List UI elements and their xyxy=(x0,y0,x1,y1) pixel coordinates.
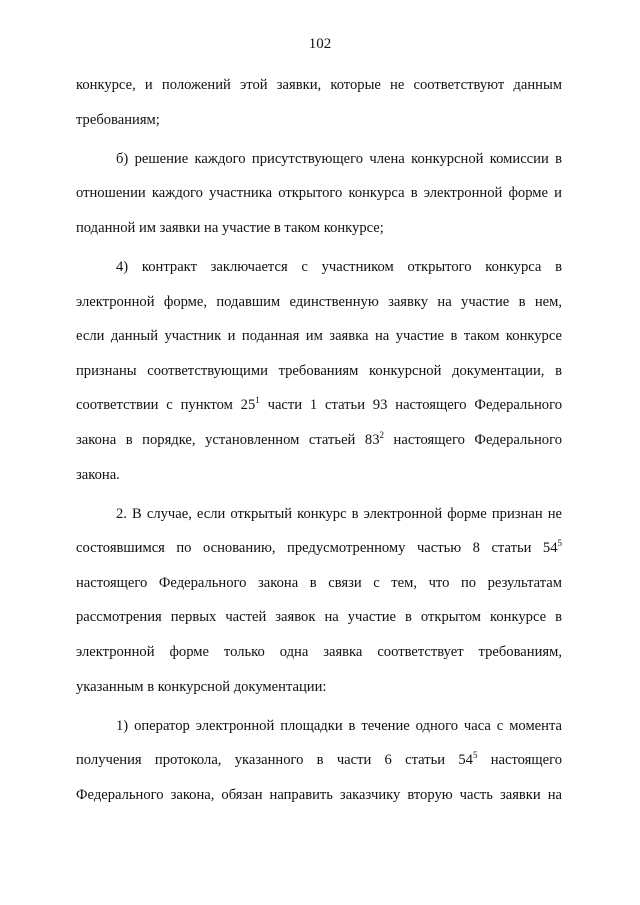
paragraph-item-1 xyxy=(76,709,562,813)
text-line: рассмотрения первых частей заявок на участие в открытом конкурсе в xyxy=(76,609,562,626)
text-line: закона в порядке, установленном статьей $83^2$ настоящего Федерального xyxy=(76,429,562,448)
text-line: 1) оператор электронной площадки в течение одного часа с момента xyxy=(116,717,562,734)
text-line: если данный участник и поданная им заявка на участие в таком конкурсе xyxy=(76,328,562,345)
superscript: 1 xyxy=(255,395,260,406)
text-line: электронной форме, подавшим единственную заявку на участие в нем, xyxy=(76,293,562,310)
text-line: Федерального закона, обязан направить заказчику вторую часть заявки на xyxy=(76,786,562,803)
text-line: указанным в конкурсной документации: xyxy=(76,678,327,695)
paragraph-continuation xyxy=(76,68,562,137)
text-line: 2. В случае, если открытый конкурс в электронной форме признан не xyxy=(116,505,562,522)
document-body xyxy=(76,68,562,812)
paragraph-item-4 xyxy=(76,250,562,492)
paragraph-subitem-b xyxy=(76,142,562,246)
text-line: поданной им заявки на участие в таком конкурсе; xyxy=(76,219,384,236)
text-line: отношении каждого участника открытого конкурса в электронной форме и xyxy=(76,185,562,202)
superscript: 2 xyxy=(379,429,384,440)
superscript: 5 xyxy=(472,750,478,761)
text-line: конкурсе, и положений этой заявки, которые не соответствуют данным xyxy=(76,77,562,93)
text-line: закона. xyxy=(76,466,120,483)
text-line: получения протокола, указанного в части 6 статьи $54^5$ настоящего xyxy=(76,750,562,769)
text-line: настоящего Федерального закона в связи с тем, что по результатам xyxy=(76,574,562,591)
text-line: признаны соответствующими требованиям конкурсной документации, в xyxy=(76,362,562,379)
text-line: соответствии с пунктом $25^1$ части 1 статьи 93 настоящего Федерального xyxy=(76,395,562,414)
superscript: 5 xyxy=(557,538,562,549)
text-line: 4) контракт заключается с участником открытого конкурса в xyxy=(116,258,562,275)
text-line: требованиям; xyxy=(76,111,160,128)
paragraph-section-2 xyxy=(76,497,562,705)
text-line: состоявшимся по основанию, предусмотренному частью 8 статьи $54^5$ xyxy=(76,538,562,557)
page-number: 102 xyxy=(308,36,332,52)
text-line: электронной форме только одна заявка соответствует требованиям, xyxy=(76,644,562,660)
text-line: б) решение каждого присутствующего члена конкурсной комиссии в xyxy=(116,150,562,167)
